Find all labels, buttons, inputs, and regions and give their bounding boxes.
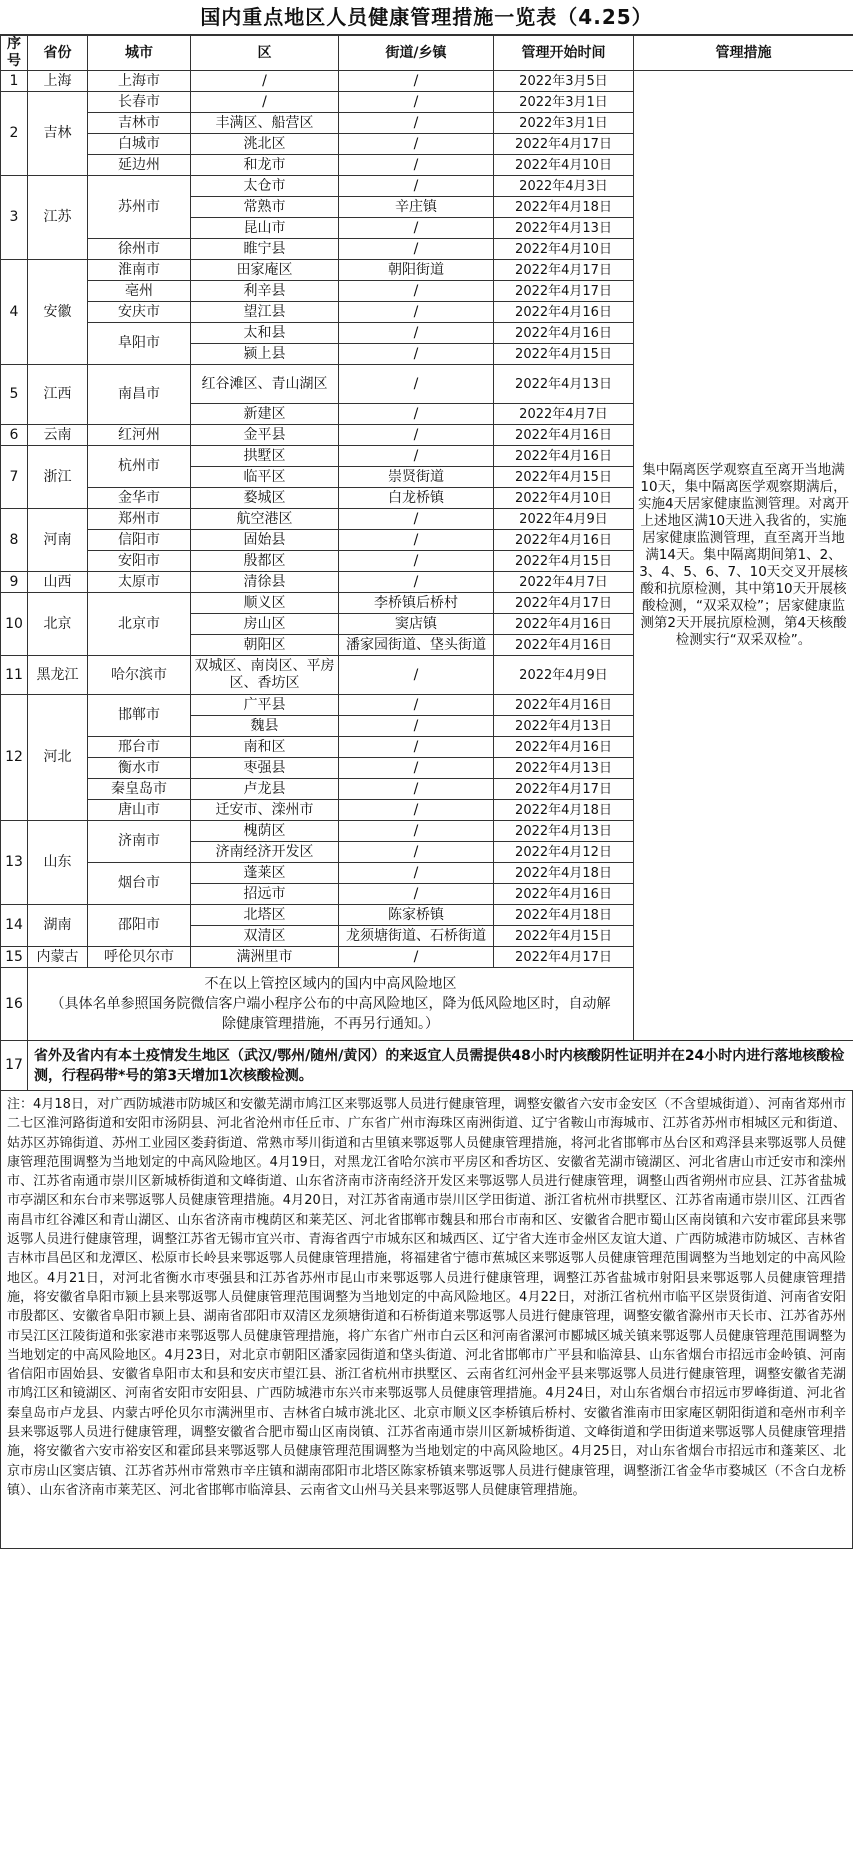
street-cell: / — [339, 821, 494, 842]
start-date-cell: 2022年4月16日 — [494, 530, 634, 551]
start-date-cell: 2022年4月7日 — [494, 404, 634, 425]
province-cell: 浙江 — [28, 446, 88, 509]
start-date-cell: 2022年4月16日 — [494, 446, 634, 467]
seq-cell: 10 — [1, 593, 28, 656]
start-date-cell: 2022年4月10日 — [494, 488, 634, 509]
seq-cell: 2 — [1, 92, 28, 176]
district-cell: 殷都区 — [191, 551, 339, 572]
street-cell: / — [339, 863, 494, 884]
city-cell: 济南市 — [88, 821, 191, 863]
district-cell: 清徐县 — [191, 572, 339, 593]
district-cell: 槐荫区 — [191, 821, 339, 842]
control-table — [0, 35, 853, 1091]
city-cell: 亳州 — [88, 281, 191, 302]
seq-cell: 13 — [1, 821, 28, 905]
city-cell: 秦皇岛市 — [88, 779, 191, 800]
start-date-cell: 2022年4月13日 — [494, 821, 634, 842]
province-cell: 江西 — [28, 365, 88, 425]
start-date-cell: 2022年4月18日 — [494, 905, 634, 926]
start-date-cell: 2022年4月17日 — [494, 134, 634, 155]
seq-cell: 7 — [1, 446, 28, 509]
district-cell: 顺义区 — [191, 593, 339, 614]
street-cell: / — [339, 800, 494, 821]
table-row-17 — [1, 1041, 853, 1091]
outside-province-requirement: 省外及省内有本土疫情发生地区（武汉/鄂州/随州/黄冈）的来返宜人员需提供48小时内核酸阴性证明并在24小时内进行落地核酸检测，行程码带*号的第3天增加1次核酸检测。 — [28, 1041, 853, 1091]
seq-cell: 6 — [1, 425, 28, 446]
street-cell: 崇贤街道 — [339, 467, 494, 488]
street-cell: / — [339, 113, 494, 134]
city-cell: 南昌市 — [88, 365, 191, 425]
seq-cell: 1 — [1, 71, 28, 92]
seq-cell: 12 — [1, 695, 28, 821]
city-cell: 哈尔滨市 — [88, 656, 191, 695]
city-cell: 延边州 — [88, 155, 191, 176]
seq-cell: 9 — [1, 572, 28, 593]
street-cell: 窦店镇 — [339, 614, 494, 635]
street-cell: / — [339, 656, 494, 695]
street-cell: / — [339, 218, 494, 239]
district-cell: 太仓市 — [191, 176, 339, 197]
notes-paragraph: 注：4月18日，对广西防城港市防城区和安徽芜湖市鸠江区来鄂返鄂人员进行健康管理，调整安徽省六安市金安区（不含望城街道）、河南省郑州市二七区淮河路街道和安阳市汤阴县、河北省沧州市任丘市、广东省广州市海珠区南洲街道、辽宁省鞍山市海城市、江苏省苏州市相城区元和街道、姑苏区苏锦街道、苏州工业园区娄葑街道、常熟市琴川街道和古里镇来鄂返鄂人员健康管理措施，将河北省邯郸市丛台区和鸡泽县来鄂返鄂人员健康管理范围调整为当地划定的中高风险地区。4月19日，对黑龙江省哈尔滨市平房区和香坊区、安徽省芜湖市镜湖区、河北省唐山市迁安市和滦州市、江苏省南通市崇川区新城桥街道和文峰街道、山东省济南市济南经济开发区来鄂返鄂人员进行健康管理，调整山西省朔州市应县、江苏省盐城市亭湖区和东台市来鄂返鄂人员健康管理措施。4月20日，对江苏省南通市崇川区学田街道、浙江省杭州市拱墅区、江苏省南通市崇川区、江西省南昌市红谷滩区和青山湖区、山东省济南市槐荫区和莱芜区、河北省邯郸市魏县和邢台市南和区、安徽省合肥市蜀山区南岗镇和六安市霍邱县来鄂返鄂人员进行健康管理，调整江苏省无锡市宜兴市、青海省西宁市城东区和城西区、辽宁省大连市金州区友谊大道、广西防城港市防城区、吉林省吉林市昌邑区和龙潭区、松原市长岭县来鄂返鄂人员健康管理措施，将福建省宁德市蕉城区来鄂返鄂人员健康管理范围调整为当地划定的中高风险地区。4月21日，对河北省衡水市枣强县和江苏省苏州市昆山市来鄂返鄂人员进行健康管理，调整江苏省盐城市射阳县来鄂返鄂人员健康管理措施，将安徽省阜阳市颍上县来鄂返鄂人员健康管理范围调整为当地划定的中高风险地区。4月22日，对浙江省杭州市临平区崇贤街道、河南省安阳市殷都区、安徽省阜阳市颍上县、湖南省邵阳市双清区龙须塘街道和石桥街道来鄂返鄂人员进行健康管理，调整安徽省滁州市天长市、江苏省苏州市吴江区江陵街道和张家港市来鄂返鄂人员健康管理措施，将广东省广州市白云区和河南省漯河市郾城区城关镇来鄂返鄂人员健康管理范围调整为当地划定的中高风险地区。4月23日，对北京市朝阳区潘家园街道和垡头街道、河北省邯郸市广平县和临漳县、山东省烟台市招远市金岭镇、河南省信阳市固始县、安徽省阜阳市太和县和安庆市望江县、浙江省杭州市拱墅区、云南省红河州金平县来鄂返鄂人员进行健康管理，调整安徽省芜湖市鸠江区和镜湖区、河南省安阳市安阳县、广西防城港市东兴市来鄂返鄂人员健康管理措施。4月24日，对山东省烟台市招远市罗峰街道、河北省秦皇岛市卢龙县、内蒙古呼伦贝尔市满洲里市、吉林省白城市洮北区、北京市顺义区李桥镇后桥村、安徽省淮南市田家庵区朝阳街道和亳州市利辛县来鄂返鄂人员进行健康管理，调整安徽省合肥市蜀山区南岗镇、江苏省南通市崇川区新城桥街道、文峰街道和学田街道来鄂返鄂人员健康管理措施，将安徽省六安市裕安区和霍邱县来鄂返鄂人员健康管理范围调整为当地划定的中高风险地区。4月25日，对山东省烟台市招远市和蓬莱区、北京市房山区窦店镇、江苏省苏州市常熟市辛庄镇和湖南邵阳市北塔区陈家桥镇来鄂返鄂人员进行健康管理，调整浙江省金华市婺城区（不含白龙桥镇）、山东省济南市莱芜区、河北省邯郸市临漳县、云南省文山州马关县来鄂返鄂人员健康管理措施。 — [0, 1091, 853, 1549]
district-cell: 洮北区 — [191, 134, 339, 155]
province-cell: 湖南 — [28, 905, 88, 947]
district-cell: 迁安市、滦州市 — [191, 800, 339, 821]
street-cell: / — [339, 842, 494, 863]
street-cell: / — [339, 365, 494, 404]
seq-cell: 8 — [1, 509, 28, 572]
district-cell: 婺城区 — [191, 488, 339, 509]
start-date-cell: 2022年4月16日 — [494, 695, 634, 716]
city-cell: 信阳市 — [88, 530, 191, 551]
start-date-cell: 2022年4月17日 — [494, 281, 634, 302]
district-cell: 广平县 — [191, 695, 339, 716]
document-title: 国内重点地区人员健康管理措施一览表（4.25） — [0, 0, 853, 35]
district-cell: 金平县 — [191, 425, 339, 446]
street-cell: / — [339, 530, 494, 551]
start-date-cell: 2022年4月9日 — [494, 656, 634, 695]
city-cell: 白城市 — [88, 134, 191, 155]
district-cell: 北塔区 — [191, 905, 339, 926]
table-row — [1, 71, 853, 92]
street-cell: / — [339, 947, 494, 968]
district-cell: 睢宁县 — [191, 239, 339, 260]
province-cell: 内蒙古 — [28, 947, 88, 968]
header-street: 街道/乡镇 — [339, 36, 494, 71]
table-body — [1, 71, 853, 1091]
street-cell: / — [339, 71, 494, 92]
district-cell: / — [191, 71, 339, 92]
city-cell: 淮南市 — [88, 260, 191, 281]
province-cell: 河南 — [28, 509, 88, 572]
start-date-cell: 2022年4月15日 — [494, 926, 634, 947]
province-cell: 山西 — [28, 572, 88, 593]
start-date-cell: 2022年4月7日 — [494, 572, 634, 593]
start-date-cell: 2022年4月18日 — [494, 863, 634, 884]
province-cell: 山东 — [28, 821, 88, 905]
district-cell: 常熟市 — [191, 197, 339, 218]
street-cell: / — [339, 446, 494, 467]
city-cell: 北京市 — [88, 593, 191, 656]
start-date-cell: 2022年4月17日 — [494, 779, 634, 800]
city-cell: 安阳市 — [88, 551, 191, 572]
street-cell: / — [339, 155, 494, 176]
street-cell: / — [339, 344, 494, 365]
district-cell: 拱墅区 — [191, 446, 339, 467]
header-seq: 序号 — [1, 36, 28, 71]
province-cell: 吉林 — [28, 92, 88, 176]
district-cell: 招远市 — [191, 884, 339, 905]
start-date-cell: 2022年4月18日 — [494, 197, 634, 218]
district-cell: 双清区 — [191, 926, 339, 947]
district-cell: 丰满区、船营区 — [191, 113, 339, 134]
province-cell: 北京 — [28, 593, 88, 656]
street-cell: / — [339, 695, 494, 716]
start-date-cell: 2022年4月10日 — [494, 155, 634, 176]
street-cell: 龙须塘街道、石桥街道 — [339, 926, 494, 947]
seq-cell: 15 — [1, 947, 28, 968]
seq-cell: 11 — [1, 656, 28, 695]
city-cell: 郑州市 — [88, 509, 191, 530]
header-start: 管理开始时间 — [494, 36, 634, 71]
street-cell: 白龙桥镇 — [339, 488, 494, 509]
district-cell: 双城区、南岗区、平房区、香坊区 — [191, 656, 339, 695]
district-cell: 卢龙县 — [191, 779, 339, 800]
city-cell: 邵阳市 — [88, 905, 191, 947]
province-cell: 上海 — [28, 71, 88, 92]
street-cell: / — [339, 302, 494, 323]
district-cell: 临平区 — [191, 467, 339, 488]
city-cell: 杭州市 — [88, 446, 191, 488]
street-cell: / — [339, 572, 494, 593]
start-date-cell: 2022年4月13日 — [494, 218, 634, 239]
start-date-cell: 2022年4月15日 — [494, 344, 634, 365]
city-cell: 上海市 — [88, 71, 191, 92]
start-date-cell: 2022年4月13日 — [494, 758, 634, 779]
seq-cell: 5 — [1, 365, 28, 425]
city-cell: 红河州 — [88, 425, 191, 446]
start-date-cell: 2022年4月16日 — [494, 614, 634, 635]
district-cell: 和龙市 — [191, 155, 339, 176]
province-cell: 江苏 — [28, 176, 88, 260]
street-cell: / — [339, 239, 494, 260]
start-date-cell: 2022年4月16日 — [494, 884, 634, 905]
street-cell: 陈家桥镇 — [339, 905, 494, 926]
city-cell: 苏州市 — [88, 176, 191, 239]
district-cell: 固始县 — [191, 530, 339, 551]
district-cell: / — [191, 92, 339, 113]
start-date-cell: 2022年4月12日 — [494, 842, 634, 863]
province-cell: 安徽 — [28, 260, 88, 365]
street-cell: / — [339, 551, 494, 572]
street-cell: 李桥镇后桥村 — [339, 593, 494, 614]
start-date-cell: 2022年4月18日 — [494, 800, 634, 821]
city-cell: 呼伦贝尔市 — [88, 947, 191, 968]
start-date-cell: 2022年4月17日 — [494, 260, 634, 281]
start-date-cell: 2022年4月13日 — [494, 365, 634, 404]
street-cell: 潘家园街道、垡头街道 — [339, 635, 494, 656]
start-date-cell: 2022年4月15日 — [494, 467, 634, 488]
district-cell: 满洲里市 — [191, 947, 339, 968]
street-cell: / — [339, 884, 494, 905]
street-cell: 辛庄镇 — [339, 197, 494, 218]
city-cell: 吉林市 — [88, 113, 191, 134]
street-cell: / — [339, 758, 494, 779]
street-cell: / — [339, 323, 494, 344]
district-cell: 新建区 — [191, 404, 339, 425]
district-cell: 航空港区 — [191, 509, 339, 530]
seq-cell: 17 — [1, 1041, 28, 1091]
start-date-cell: 2022年4月13日 — [494, 716, 634, 737]
district-cell: 房山区 — [191, 614, 339, 635]
province-cell: 云南 — [28, 425, 88, 446]
start-date-cell: 2022年4月16日 — [494, 737, 634, 758]
start-date-cell: 2022年4月17日 — [494, 947, 634, 968]
measures-cell: 集中隔离医学观察直至离开当地满10天，集中隔离医学观察期满后，实施4天居家健康监测管理。对离开上述地区满10天进入我省的，实施居家健康监测管理，直至离开当地满14天。集中隔离期间第1、2、3、4、5、6、7、10天交叉开展核酸和抗原检测，其中第10天开展核酸检测，“双采双检”；居家健康监测第2天开展抗原检测，第4天核酸检测实行“双采双检”。 — [634, 71, 853, 1041]
province-cell: 河北 — [28, 695, 88, 821]
street-cell: 朝阳街道 — [339, 260, 494, 281]
district-cell: 颍上县 — [191, 344, 339, 365]
street-cell: / — [339, 281, 494, 302]
other-risk-areas-line2: （具体名单参照国务院微信客户端小程序公布的中高风险地区，降为低风险地区时，自动解除健康管理措施，不再另行通知。） — [50, 996, 611, 1032]
seq-cell: 3 — [1, 176, 28, 260]
district-cell: 枣强县 — [191, 758, 339, 779]
header-measures: 管理措施 — [634, 36, 853, 71]
seq-cell: 14 — [1, 905, 28, 947]
street-cell: / — [339, 779, 494, 800]
start-date-cell: 2022年3月5日 — [494, 71, 634, 92]
start-date-cell: 2022年4月16日 — [494, 635, 634, 656]
street-cell: / — [339, 716, 494, 737]
start-date-cell: 2022年4月16日 — [494, 425, 634, 446]
header-city: 城市 — [88, 36, 191, 71]
city-cell: 阜阳市 — [88, 323, 191, 365]
city-cell: 太原市 — [88, 572, 191, 593]
start-date-cell: 2022年4月9日 — [494, 509, 634, 530]
district-cell: 昆山市 — [191, 218, 339, 239]
district-cell: 济南经济开发区 — [191, 842, 339, 863]
header-district: 区 — [191, 36, 339, 71]
city-cell: 烟台市 — [88, 863, 191, 905]
start-date-cell: 2022年4月16日 — [494, 302, 634, 323]
seq-cell: 16 — [1, 968, 28, 1041]
district-cell: 朝阳区 — [191, 635, 339, 656]
street-cell: / — [339, 134, 494, 155]
start-date-cell: 2022年4月3日 — [494, 176, 634, 197]
start-date-cell: 2022年4月17日 — [494, 593, 634, 614]
seq-cell: 4 — [1, 260, 28, 365]
district-cell: 红谷滩区、青山湖区 — [191, 365, 339, 404]
start-date-cell: 2022年3月1日 — [494, 113, 634, 134]
table-header-row — [1, 36, 853, 71]
city-cell: 邯郸市 — [88, 695, 191, 737]
header-province: 省份 — [28, 36, 88, 71]
street-cell: / — [339, 92, 494, 113]
district-cell: 南和区 — [191, 737, 339, 758]
street-cell: / — [339, 425, 494, 446]
city-cell: 邢台市 — [88, 737, 191, 758]
street-cell: / — [339, 737, 494, 758]
city-cell: 衡水市 — [88, 758, 191, 779]
district-cell: 利辛县 — [191, 281, 339, 302]
district-cell: 田家庵区 — [191, 260, 339, 281]
city-cell: 金华市 — [88, 488, 191, 509]
start-date-cell: 2022年4月10日 — [494, 239, 634, 260]
district-cell: 太和县 — [191, 323, 339, 344]
other-risk-areas-line1: 不在以上管控区域内的国内中高风险地区 — [204, 976, 457, 992]
start-date-cell: 2022年3月1日 — [494, 92, 634, 113]
other-risk-areas-cell — [28, 968, 634, 1041]
street-cell: / — [339, 404, 494, 425]
district-cell: 魏县 — [191, 716, 339, 737]
street-cell: / — [339, 176, 494, 197]
city-cell: 长春市 — [88, 92, 191, 113]
district-cell: 蓬莱区 — [191, 863, 339, 884]
province-cell: 黑龙江 — [28, 656, 88, 695]
district-cell: 望江县 — [191, 302, 339, 323]
start-date-cell: 2022年4月16日 — [494, 323, 634, 344]
city-cell: 徐州市 — [88, 239, 191, 260]
city-cell: 安庆市 — [88, 302, 191, 323]
street-cell: / — [339, 509, 494, 530]
start-date-cell: 2022年4月15日 — [494, 551, 634, 572]
city-cell: 唐山市 — [88, 800, 191, 821]
